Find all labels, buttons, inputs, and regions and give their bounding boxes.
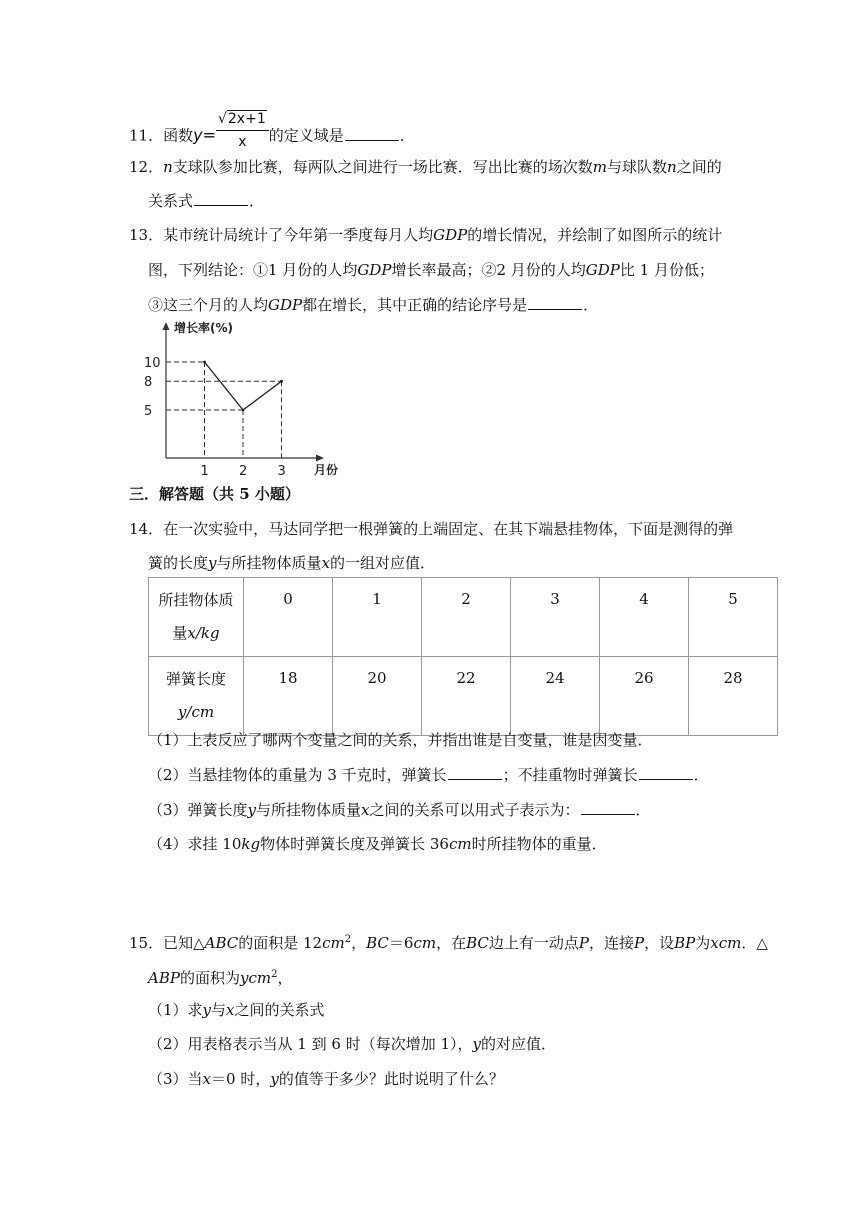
question-13-line3 bbox=[148, 294, 598, 316]
table-cell: 0 bbox=[244, 578, 333, 657]
q14-sub-text: 时所挂物体的重量． bbox=[471, 835, 607, 853]
q14-sub-end: ． bbox=[635, 801, 651, 819]
q12-text: 之间的 bbox=[676, 158, 722, 176]
point-p: P bbox=[578, 934, 589, 952]
question-13-line2 bbox=[148, 259, 714, 281]
question-13-line1 bbox=[129, 224, 722, 246]
var-y: y bbox=[202, 1001, 212, 1019]
q15-text: ， bbox=[277, 969, 293, 987]
q12-text: 支球队参加比赛，每两队之间进行一场比赛．写出比赛的场次数 bbox=[172, 158, 593, 176]
var-n: n bbox=[163, 158, 173, 176]
q15-sub2 bbox=[148, 1033, 556, 1055]
table-cell: 24 bbox=[511, 657, 600, 736]
q11-end: ． bbox=[399, 126, 415, 145]
q11-numerator bbox=[216, 108, 269, 131]
table-cell: 5 bbox=[689, 578, 778, 657]
x-tick-label: 3 bbox=[277, 464, 286, 476]
q11-fraction bbox=[216, 108, 269, 153]
var-x: x bbox=[321, 554, 330, 572]
q14-sub-end: ． bbox=[693, 766, 709, 784]
q15-text: 15．已知△ bbox=[129, 934, 205, 952]
q13-end: ． bbox=[583, 296, 599, 314]
q14-text: 的一组对应值． bbox=[329, 554, 435, 572]
x-tick-label: 2 bbox=[239, 464, 248, 476]
q13-text: 的增长情况，并绘制了如图所示的统计 bbox=[467, 226, 723, 244]
unit-kg: kg bbox=[241, 835, 261, 853]
question-11 bbox=[129, 111, 415, 159]
table-header-mass bbox=[149, 578, 244, 657]
q14-sub3 bbox=[148, 799, 651, 821]
q15-sub-text: ＝0 时， bbox=[211, 1070, 271, 1088]
q15-sub-text: 之间的关系式 bbox=[234, 1001, 325, 1019]
q13-text: ③这三个月的人均 bbox=[148, 296, 269, 314]
header-unit: y/cm bbox=[177, 703, 215, 721]
q15-text: ， bbox=[351, 934, 367, 952]
question-12-line1 bbox=[129, 156, 722, 178]
gdp-term: GDP bbox=[357, 261, 392, 279]
question-14-line1 bbox=[129, 518, 733, 540]
q15-text: 的面积是 12 bbox=[238, 934, 323, 952]
unit-cm: cm bbox=[413, 934, 437, 952]
q14-sub-text: 与所挂物体质量 bbox=[256, 801, 362, 819]
point-p: P bbox=[634, 934, 645, 952]
q13-text: 增长率最高；②2 月份的人均 bbox=[391, 261, 586, 279]
gdp-growth-chart bbox=[140, 318, 370, 476]
q14-sub1 bbox=[148, 729, 653, 751]
table-cell: 18 bbox=[244, 657, 333, 736]
q15-sub-text: 的值等于多少？此时说明了什么？ bbox=[278, 1070, 504, 1088]
superscript-2: 2 bbox=[344, 934, 352, 945]
gdp-term: GDP bbox=[268, 296, 303, 314]
q15-text: ，设 bbox=[644, 934, 675, 952]
q14-text: 簧的长度 bbox=[148, 554, 209, 572]
table-row-mass bbox=[149, 578, 778, 657]
sqrt-symbol: √ bbox=[217, 111, 227, 127]
question-14-line2 bbox=[148, 552, 435, 574]
q14-sub-text: 物体时弹簧长度及弹簧长 36 bbox=[260, 835, 449, 853]
q11-prefix: 11．函数 bbox=[129, 126, 194, 145]
q14-sub-text: 之间的关系可以用式子表示为： bbox=[369, 801, 580, 819]
data-point bbox=[280, 380, 283, 383]
table-cell: 20 bbox=[333, 657, 422, 736]
triangle-abc: ABC bbox=[204, 934, 239, 952]
header-text: 弹簧长度 bbox=[165, 670, 226, 688]
x-tick-label: 1 bbox=[200, 464, 209, 476]
var-y: y bbox=[208, 554, 217, 572]
table-cell: 1 bbox=[333, 578, 422, 657]
y-axis-label: 增长率(%) bbox=[174, 321, 233, 335]
q12-end: ． bbox=[249, 192, 265, 210]
question-12-line2 bbox=[148, 190, 264, 212]
q13-answer-blank[interactable] bbox=[528, 295, 582, 310]
var-x: x bbox=[202, 1070, 212, 1088]
q13-text: 13．某市统计局统计了今年第一季度每月人均 bbox=[129, 226, 434, 244]
q15-sub3 bbox=[148, 1068, 504, 1090]
segment-bc: BC bbox=[366, 934, 389, 952]
y-tick-label: 8 bbox=[144, 375, 153, 391]
q11-denominator: x bbox=[238, 134, 247, 150]
var-y: y bbox=[270, 1070, 279, 1088]
q15-sub-text: （3）当 bbox=[148, 1070, 203, 1088]
q15-sub-text: （2）用表格表示当从 1 到 6 时（每次增加 1）， bbox=[148, 1035, 473, 1053]
data-point bbox=[242, 409, 245, 412]
question-15-line1 bbox=[129, 929, 768, 954]
var-xcm: xcm bbox=[710, 934, 742, 952]
q15-text: 边上有一动点 bbox=[488, 934, 579, 952]
q13-text: 都在增长，其中正确的结论序号是 bbox=[302, 296, 528, 314]
q15-text: ＝6 bbox=[388, 934, 414, 952]
q12-text: 关系式 bbox=[148, 192, 194, 210]
q14-sub-text: （4）求挂 10 bbox=[148, 835, 242, 853]
superscript-2: 2 bbox=[271, 969, 278, 980]
q15-sub-text: 的对应值． bbox=[481, 1035, 557, 1053]
table-row-length bbox=[149, 657, 778, 736]
table-header-length bbox=[149, 657, 244, 736]
table-cell: 22 bbox=[422, 657, 511, 736]
triangle-abp: ABP bbox=[148, 969, 180, 987]
q12-answer-blank[interactable] bbox=[194, 191, 248, 206]
q14-sub-text: （3）弹簧长度 bbox=[148, 801, 248, 819]
q15-sub1 bbox=[148, 999, 325, 1021]
spring-data-table bbox=[148, 577, 778, 736]
x-axis-label: 月份 bbox=[314, 463, 339, 476]
q14-answer-blank-1[interactable] bbox=[448, 765, 502, 780]
header-text: 所挂物体质 bbox=[158, 591, 234, 609]
gdp-growth-line bbox=[205, 362, 282, 410]
var-y: y bbox=[247, 801, 257, 819]
q15-text: 为 bbox=[695, 934, 711, 952]
y-tick-label: 10 bbox=[144, 356, 161, 371]
q14-sub2 bbox=[148, 764, 709, 786]
header-text: 量 bbox=[172, 624, 188, 642]
table-cell: 26 bbox=[600, 657, 689, 736]
y-tick-label: 5 bbox=[144, 404, 153, 419]
gdp-term: GDP bbox=[585, 261, 620, 279]
q15-text: ，在 bbox=[436, 934, 467, 952]
header-unit: x/kg bbox=[187, 624, 220, 642]
q14-answer-blank-3[interactable] bbox=[581, 800, 635, 815]
q14-sub4 bbox=[148, 833, 607, 855]
table-cell: 4 bbox=[600, 578, 689, 657]
y-axis-arrow bbox=[163, 322, 170, 330]
q14-text: 与所挂物体质量 bbox=[216, 554, 322, 572]
segment-bp: BP bbox=[674, 934, 696, 952]
q11-y-equals: y= bbox=[193, 125, 216, 145]
q13-text: 比 1 月份低； bbox=[619, 261, 714, 279]
table-cell: 3 bbox=[511, 578, 600, 657]
q15-text: 的面积为 bbox=[179, 969, 240, 987]
unit-cm: cm bbox=[322, 934, 345, 952]
q13-text: 图，下列结论：①1 月份的人均 bbox=[148, 261, 358, 279]
var-n: n bbox=[667, 158, 677, 176]
q12-text: 与球队数 bbox=[607, 158, 668, 176]
x-axis-arrow bbox=[316, 455, 324, 462]
var-ycm: ycm bbox=[239, 969, 272, 987]
table-cell: 2 bbox=[422, 578, 511, 657]
var-m: m bbox=[592, 158, 608, 176]
q14-sub-text: （2）当悬挂物体的重量为 3 千克时，弹簧长 bbox=[148, 766, 447, 784]
q15-text: ，连接 bbox=[588, 934, 634, 952]
table-cell: 28 bbox=[689, 657, 778, 736]
unit-cm: cm bbox=[448, 835, 472, 853]
q11-radicand: 2x+1 bbox=[227, 111, 266, 127]
q15-sub-text: （1）求 bbox=[148, 1001, 203, 1019]
q14-sub-text: （1）上表反应了哪两个变量之间的关系，并指出谁是自变量，谁是因变量． bbox=[148, 731, 653, 749]
q11-answer-blank[interactable] bbox=[345, 126, 399, 141]
q14-text: 14．在一次实验中，马达同学把一根弹簧的上端固定、在其下端悬挂物体，下面是测得的弹 bbox=[129, 520, 734, 538]
q14-answer-blank-2[interactable] bbox=[639, 765, 693, 780]
question-15-line2 bbox=[148, 964, 292, 989]
var-y: y bbox=[472, 1035, 482, 1053]
gdp-term: GDP bbox=[433, 226, 468, 244]
q15-sub-text: 与 bbox=[211, 1001, 227, 1019]
data-point bbox=[203, 361, 206, 364]
q14-sub-text: ；不挂重物时弹簧长 bbox=[502, 766, 638, 784]
var-x: x bbox=[226, 1001, 235, 1019]
q15-text: ．△ bbox=[741, 934, 768, 952]
segment-bc: BC bbox=[466, 934, 489, 952]
q12-number: 12． bbox=[129, 158, 164, 176]
q11-suffix: 的定义域是 bbox=[268, 126, 344, 145]
var-x: x bbox=[361, 801, 370, 819]
section-3-title: 三．解答题（共 5 小题） bbox=[129, 485, 300, 503]
